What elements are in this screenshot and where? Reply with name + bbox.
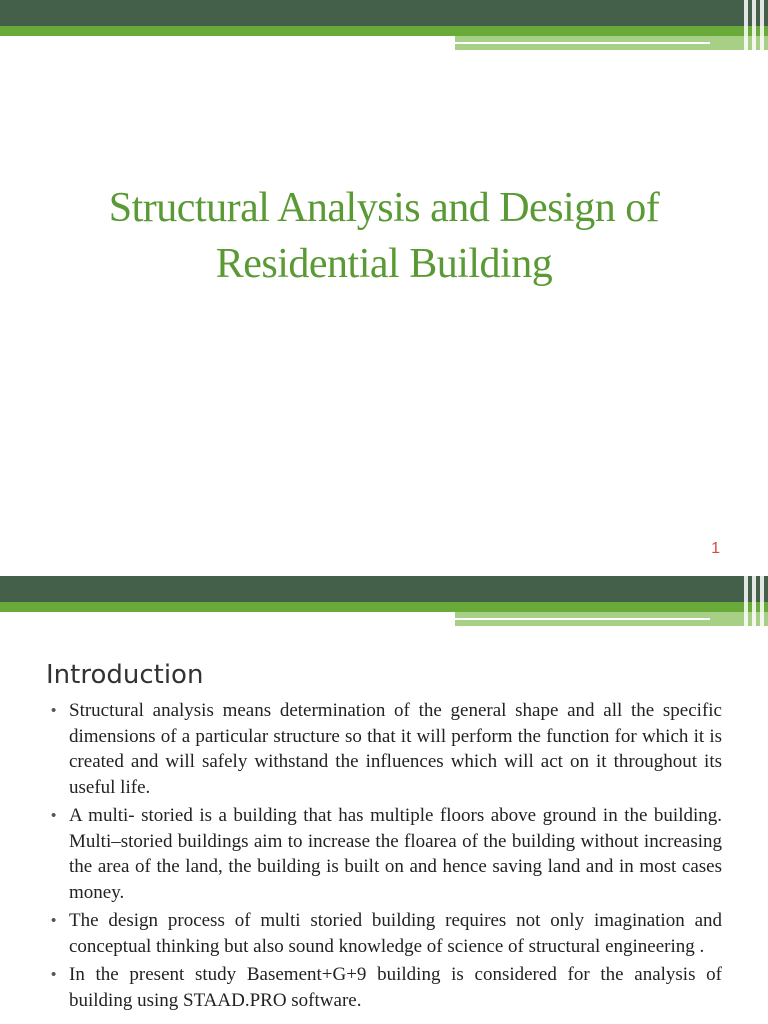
- header-band-line: [455, 42, 710, 44]
- header-band-green: [0, 26, 768, 36]
- header-band-line: [455, 618, 710, 620]
- bullet-item: [48, 908, 722, 959]
- section-heading: Introduction: [46, 660, 204, 690]
- bullet-item: [48, 698, 722, 800]
- header-band-green: [0, 602, 768, 612]
- title-line-2: Residential Building: [215, 241, 553, 287]
- bullet-icon: •: [51, 807, 57, 824]
- bullet-icon: •: [51, 912, 57, 929]
- bullet-text: In the present study Basement+G+9 building is considered for the analysis of building using STAAD.PRO software.: [69, 964, 722, 1011]
- bullet-item: [48, 962, 722, 1013]
- header-band-dark: [0, 0, 768, 26]
- title-line-1: Structural Analysis and Design of: [108, 185, 660, 231]
- bullet-text: The design process of multi storied building requires not only imagination and conceptual thinking but also sound knowledge of science of structural engineering .: [69, 910, 722, 957]
- page-number: 1: [711, 540, 720, 557]
- slide-title-text: [60, 180, 708, 292]
- header-stripes: [742, 576, 768, 626]
- slide-introduction: [0, 576, 768, 1024]
- bullet-text: Structural analysis means determination of the general shape and all the specific dimensions of a particular structure so that it will perform the function for which it is created and will safely withstand the influences which will act on it throughout its useful life.: [69, 700, 722, 798]
- header-band-dark: [0, 576, 768, 602]
- header-stripes: [742, 0, 768, 50]
- bullet-icon: •: [51, 966, 57, 983]
- bullet-icon: •: [51, 702, 57, 719]
- bullet-text: A multi- storied is a building that has multiple floors above ground in the building. Multi–storied buildings aim to increase the floarea of the building without increasing the area of the land, the building is built on and hence saving land and in most cases money.: [69, 805, 722, 903]
- bullet-list: [48, 698, 722, 1016]
- bullet-item: [48, 803, 722, 905]
